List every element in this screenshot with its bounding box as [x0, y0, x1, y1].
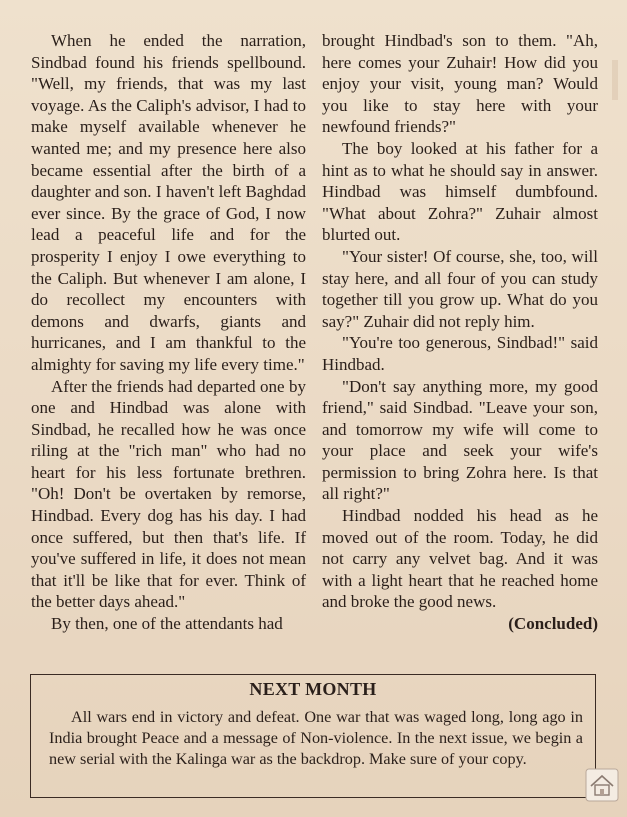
- right-paragraph-1: brought Hindbad's son to them. "Ah, here comes your Zuhair! How did you enjoy your visit, young man? Would you like to stay here with your newfound friends?": [322, 31, 598, 137]
- right-paragraph-4: "You're too generous, Sindbad!" said Hindbad.: [322, 333, 598, 374]
- left-paragraph-1: When he ended the narration, Sindbad found his friends spellbound. "Well, my friends, that was my last voyage. As the Caliph's advisor, I had to make myself available whenever he wanted me; and my presence here also became essential after the birth of a daughter and son. I haven't left Baghdad ever since. By the grace of God, I now lead a peaceful life and for the prosperity I enjoy I owe everything to the Caliph. But whenever I am alone, I do recollect my encounters with demons and dwarfs, giants and hurricanes, and I am thankful to the almighty for saving my life every time.": [31, 31, 306, 374]
- paper-mark: [612, 60, 618, 100]
- next-month-box: [30, 674, 596, 798]
- right-paragraph-5: "Don't say anything more, my good friend," said Sindbad. "Leave your son, and tomorrow my wife will come to your place and seek your wife's permission to bring Zohra here. Is that all right?": [322, 376, 598, 504]
- concluded-label: (Concluded): [508, 614, 598, 634]
- left-paragraph-3: By then, one of the attendants had: [51, 614, 283, 634]
- next-month-title: NEXT MONTH: [249, 679, 377, 699]
- next-month-body: [49, 707, 583, 771]
- right-column: [322, 30, 598, 635]
- left-paragraph-2: After the friends had departed one by one and Hindbad was alone with Sindbad, he recalled how he was once riling at the "rich man" who had no heart for his less fortunate brethren. "Oh! Don't be overtaken by remorse, Hindbad. Every dog has his day. I had once suffered, but then that's life. If you've suffered in life, it does not mean that it'll be like that for ever. Think of the better days ahead.": [31, 376, 306, 612]
- right-paragraph-2: The boy looked at his father for a hint as to what he should say in answer. Hindbad was himself dumbfound. "What about Zohra?" Zuhair almost blurted out.: [322, 138, 598, 245]
- next-month-text: All wars end in victory and defeat. One war that was waged long, long ago in India brought Peace and a message of Non-violence. In the next issue, we begin a new serial with the Kalinga war as the backdrop. Make sure of your copy.: [49, 708, 583, 769]
- right-paragraph-3: "Your sister! Of course, she, too, will stay here, and all four of you can study together till you grow up. What do you say?" Zuhair did not reply him.: [322, 246, 598, 331]
- house-logo-icon: [585, 768, 619, 802]
- left-column: [31, 30, 306, 635]
- right-paragraph-6: Hindbad nodded his head as he moved out of the room. Today, he did not carry any velvet bag. And it was with a light heart that he reached home and broke the good news.: [322, 506, 598, 612]
